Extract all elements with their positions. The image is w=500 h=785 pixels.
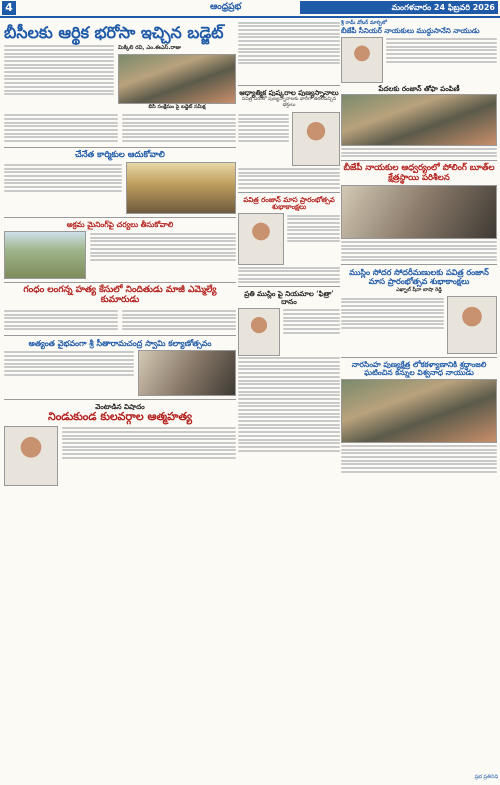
a6-headline: వెంటాడిన విషాదం	[95, 401, 145, 411]
center-portrait-3	[238, 308, 280, 356]
a7-headline: నిండుకుండ కులవర్గాల ఆత్మహత్య	[48, 410, 192, 424]
main-photo	[118, 54, 236, 104]
center-kicker: ఆధ్యాత్మిక పుష్కరాల పుణ్యస్నానాలు	[239, 87, 339, 97]
main-photo-caption: బీసీ సంక్షేమం పై బడ్జెట్ సమీక్ష	[148, 103, 206, 110]
r3-portrait	[447, 296, 497, 354]
footer-credit: ప్రభ ప్రతినిధి	[474, 774, 498, 780]
brand-title: ఆంధ్రప్రభ	[210, 2, 242, 12]
main-byline: మిక్కిలి రవి, ఎం.ఈఎస్.రాజు	[118, 44, 181, 51]
center-headline-2: పవిత్ర రంజాన్ మాస ప్రారంభోత్సవ శుభాకాంక్షలు	[243, 194, 335, 212]
r3-headline: ముస్లిం సోదర సోదరీమణులకు పవిత్ర రంజాన్ మాస ప్రారంభోత్సవ శుభాకాంక్షలు	[349, 267, 489, 287]
column-center	[238, 20, 340, 453]
r3-sub: ఎఖ్బాల్ షీనా బాషా రెడ్డి	[396, 286, 442, 293]
r2-headline: బీజేపీ నాయకుల ఆధ్వర్యంలో పోలింగ్ బూత్‌ల క్షేత్రస్థాయి పరిశీలన	[343, 163, 495, 183]
main-headline: బీసీలకు ఆర్థిక భరోసా ఇచ్చిన బడ్జెట్	[4, 23, 224, 42]
r4-photo	[341, 379, 497, 443]
r1-photo	[341, 94, 497, 146]
r1-kicker: శ్రీ రామ్ వోటర్ మార్చిలో	[341, 20, 387, 26]
center-portrait-1	[292, 112, 340, 166]
a2-photo	[126, 162, 236, 214]
a5-headline: అత్యంత వైభవంగా శ్రీ సీతారామచంద్ర స్వామి కల్యాణోత్సవం	[28, 337, 212, 348]
r4-headline: నారసింహ పుణ్యక్షేత్ర లోకకళ్యాణానికి శ్రద్ధాంజలి ఘటించిన కన్నుల విశ్వనాధ నాయుడు	[351, 359, 487, 378]
a3-photo	[4, 231, 86, 279]
page-header	[0, 0, 500, 17]
a2-headline: చేనేత కార్మికుల ఆదుకోవాలి	[75, 149, 165, 160]
r2-photo	[341, 185, 497, 239]
center-sub: పవిత్ర ఏరులో పుణ్యస్నానాలకు భారీగా తరలివచ్చిన భక్తులు	[241, 97, 337, 109]
center-portrait-2	[238, 213, 284, 265]
a4-headline: గంధం లంగన్న హత్య కేసులో నిందితుడు మాజీ ఎమ్మెల్యే కుమారుడు	[23, 285, 217, 306]
header-rule	[0, 16, 500, 18]
date-strip: మంగళవారం 24 ఫిబ్రవరి 2026	[300, 1, 498, 14]
r1-headline: బీజేపీ సీనియర్ నాయకులు ముద్దుసానేని నాయుడు	[341, 26, 480, 35]
r1-sub: పేదలకు రంజాన్ తోఫా పంపిణీ	[378, 83, 460, 93]
center-headline-3: ప్రతి ముస్లిం పై నియమాల ‘ఫిత్రా’ దానం	[244, 289, 334, 306]
a7-photo	[4, 426, 58, 486]
a5-photo	[138, 350, 236, 396]
page-number: 4	[2, 1, 16, 15]
r1-portrait	[341, 37, 383, 83]
a3-headline: అక్రమ మైనింగ్‌పై చర్యలు తీసుకోవాలి	[66, 220, 174, 230]
column-left	[4, 20, 236, 486]
column-right	[341, 20, 497, 475]
